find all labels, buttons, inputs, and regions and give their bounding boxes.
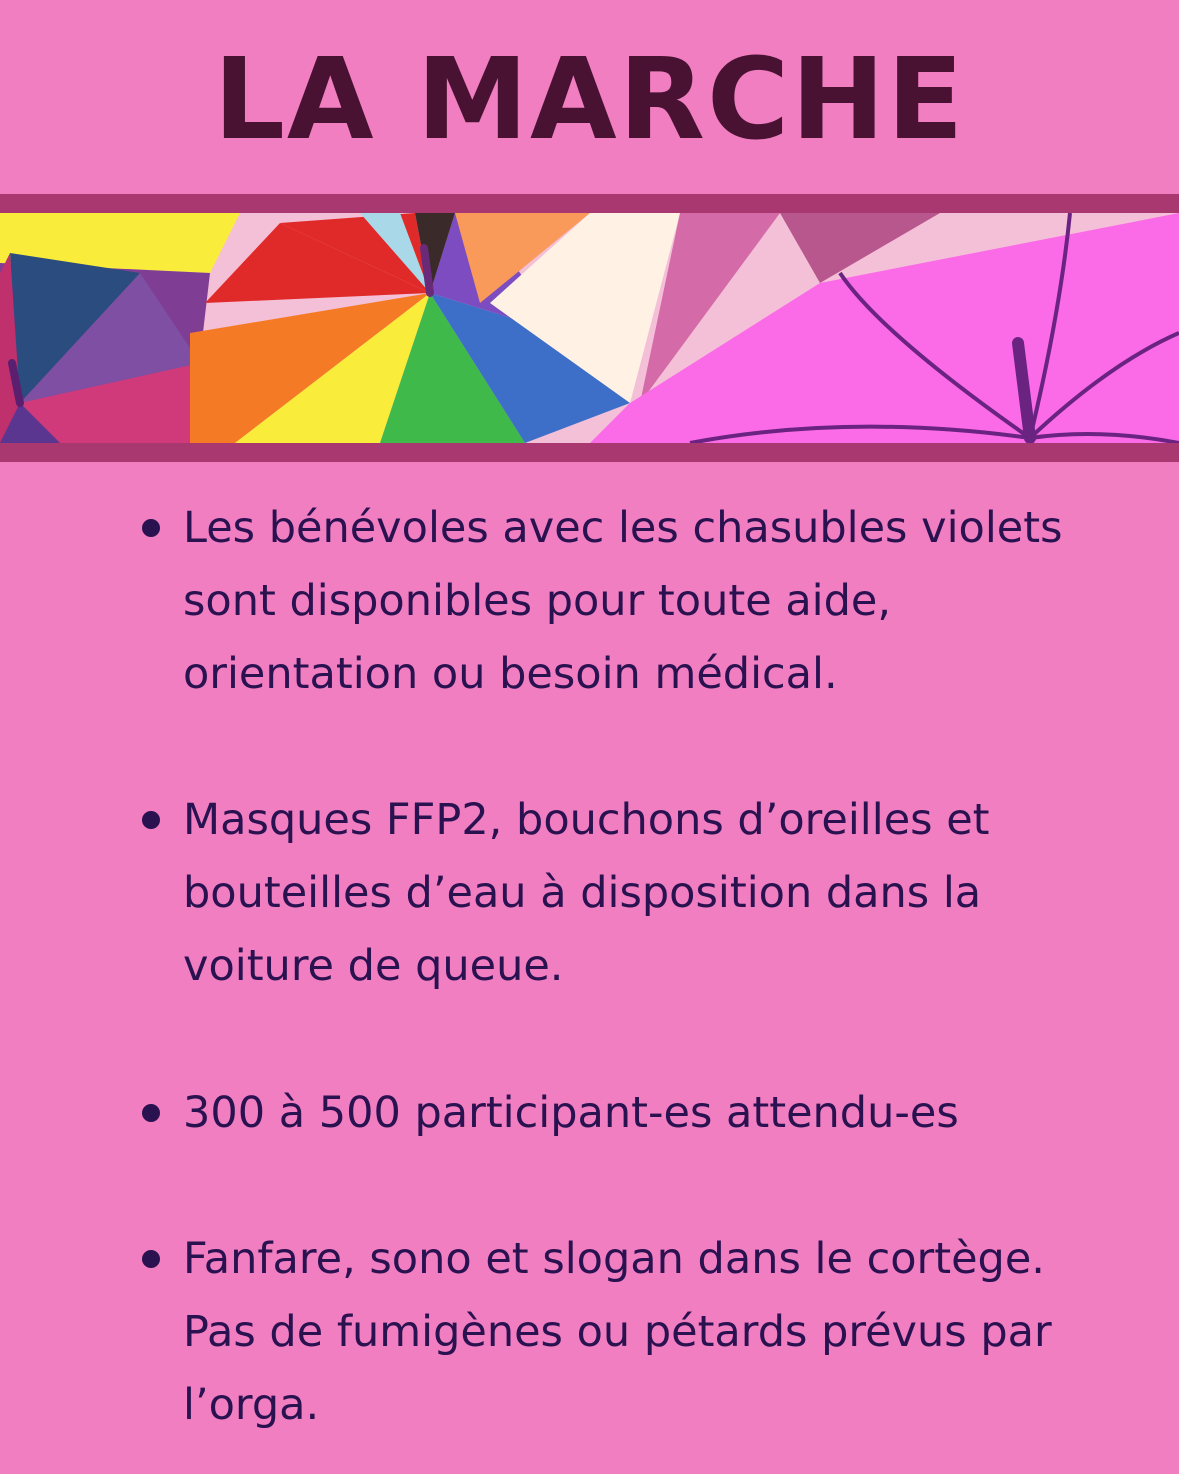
bullet-dot (142, 1250, 160, 1268)
bullet-fanfare (183, 1223, 1113, 1442)
bullet-participants (183, 1077, 1113, 1150)
bullet-volunteers (183, 492, 1113, 711)
bullet-text: Masques FFP2, bouchons d’oreilles et bouteilles d’eau à disposition dans la voiture de queue. (183, 795, 990, 991)
bullet-text: 300 à 500 participant-es attendu-es (183, 1088, 959, 1138)
bullet-supplies (183, 784, 1113, 1003)
page-title: LA MARCHE (213, 35, 966, 165)
bullet-text: Les bénévoles avec les chasubles violets sont disponibles pour toute aide, orientation ou besoin médical. (183, 503, 1063, 699)
bullet-dot (142, 811, 160, 829)
bullet-text: Fanfare, sono et slogan dans le cortège. Pas de fumigènes ou pétards prévus par l’orga. (183, 1234, 1052, 1430)
bullet-dot (142, 519, 160, 537)
bullet-dot (142, 1104, 160, 1122)
